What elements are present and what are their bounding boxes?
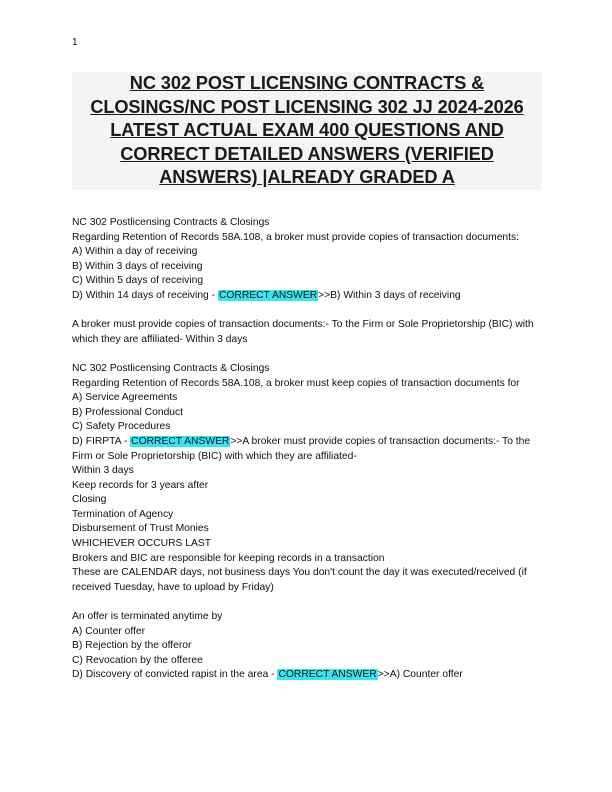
q2-topic: NC 302 Postlicensing Contracts & Closings [72,362,270,374]
q1-question: Regarding Retention of Records 58A.108, a broker must provide copies of transaction documents: [72,231,520,243]
q2-extra-line: WHICHEVER OCCURS LAST [72,538,212,550]
q3-option-a: A) Counter offer [72,625,146,637]
q3-option-b: B) Rejection by the offeror [72,640,192,652]
q2-question: Regarding Retention of Records 58A.108, a broker must keep copies of transaction documents for [72,377,520,389]
q1-option-d: D) Within 14 days of receiving - [72,289,218,301]
q2-extra-line: These are CALENDAR days, not business days You don't count the day it was executed/received (if received Tuesday, have to upload by Friday) [72,567,527,593]
q1-correct-answer-label: CORRECT ANSWER [218,289,318,301]
q3-option-d: D) Discovery of convicted rapist in the area - [72,669,278,681]
q1-option-c: C) Within 5 days of receiving [72,275,204,287]
q2-extra-line: Brokers and BIC are responsible for keeping records in a transaction [72,552,385,564]
note-1: A broker must provide copies of transaction documents:- To the Firm or Sole Proprietorship (BIC) with which they are affiliated- Within 3 days [72,319,534,345]
q1-answer: >>B) Within 3 days of receiving [318,289,461,301]
page-number: 1 [72,37,78,48]
q3-option-c: C) Revocation by the offeree [72,654,203,666]
q2-extra-line: Closing [72,494,107,506]
q2-extra-line: Termination of Agency [72,508,174,520]
q3-correct-answer-label: CORRECT ANSWER [278,669,377,681]
spacer [72,347,542,362]
q2-answer: >>A broker must provide copies of transaction documents:- To the Firm or Sole Proprietorship (BIC) with which they are affiliated- [72,435,531,462]
q2-extra-line: Within 3 days [72,465,134,477]
document-body [72,216,542,683]
q1-option-d-line [72,289,542,304]
spacer [72,304,542,319]
q2-option-c: C) Safety Procedures [72,421,171,433]
q3-question: An offer is terminated anytime by [72,611,223,623]
document-title: NC 302 POST LICENSING CONTRACTS & CLOSINGS/NC POST LICENSING 302 JJ 2024-2026 LATEST ACTUAL EXAM 400 QUESTIONS AND CORRECT DETAILED ANSWERS (VERIFIED ANSWERS) |ALREADY GRADED A [90,73,524,188]
q1-topic: NC 302 Postlicensing Contracts & Closings [72,217,270,228]
q2-option-b: B) Professional Conduct [72,406,184,418]
q1-option-b: B) Within 3 days of receiving [72,260,203,272]
title-block [72,72,542,190]
q3-option-d-line [72,668,542,683]
q2-correct-answer-label: CORRECT ANSWER [131,435,230,447]
q2-extra-line: Keep records for 3 years after [72,479,209,491]
q2-option-a: A) Service Agreements [72,392,178,404]
q3-answer: >>A) Counter offer [377,669,463,681]
q2-option-d-line [72,435,542,464]
q1-option-a: A) Within a day of receiving [72,246,198,258]
spacer [72,595,542,610]
q2-extra-line: Disbursement of Trust Monies [72,523,209,535]
q2-option-d: D) FIRPTA - [72,435,131,447]
